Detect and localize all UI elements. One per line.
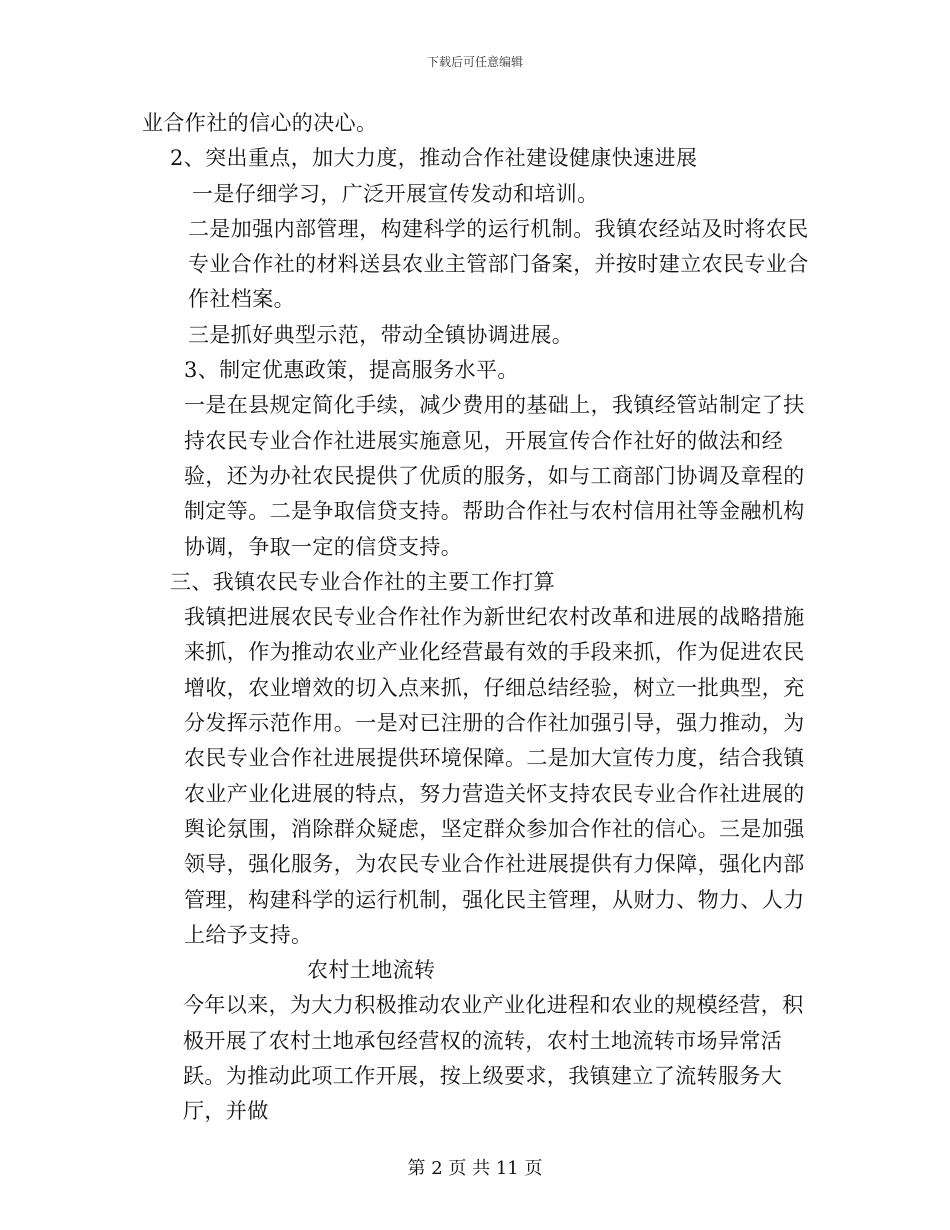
paragraph: 一是仔细学习，广泛开展宣传发动和培训。 [192,181,599,206]
paragraph: 我镇把进展农民专业合作社作为新世纪农村改革和进展的战略措施来抓，作为推动农业产业化经营最有效的手段来抓，作为促进农民增收，农业增效的切入点来抓，仔细总结经验，树立一批典型，充分发挥示范作用。一是对已注册的合作社加强引导，强力推动，为农民专业合作社进展提供环境保障。二是加大宣传力度，结合我镇农业产业化进展的特点，努力营造关怀支持农民专业合作社进展的舆论氛围，消除群众疑虑，坚定群众参加合作社的信心。三是加强领导，强化服务，为农民专业合作社进展提供有力保障，强化内部管理，构建科学的运行机制，强化民主管理，从财力、物力、人力上给予支持。 [184,605,805,947]
paragraph: 一是在县规定简化手续，减少费用的基础上，我镇经管站制定了扶持农民专业合作社进展实施意见，开展宣传合作社好的做法和经验，还为办社农民提供了优质的服务，如与工商部门协调及章程的制定等。二是争取信贷支持。帮助合作社与农村信用社等金融机构协调，争取一定的信贷支持。 [184,393,805,559]
section-heading: 三、我镇农民专业合作社的主要工作打算 [170,569,556,594]
paragraph: 业合作社的信心的决心。 [142,111,378,135]
page-header: 下载后可任意编辑 [426,55,523,69]
paragraph: 二是加强内部管理，构建科学的运行机制。我镇农经站及时将农民专业合作社的材料送县农业主管部门备案，并按时建立农民专业合作社档案。 [188,216,809,312]
section-heading: 2、突出重点，加大力度，推动合作社建设健康快速进展 [170,146,698,171]
subsection-title: 农村土地流转 [307,958,436,983]
paragraph: 三是抓好典型示范，带动全镇协调进展。 [188,322,574,347]
paragraph: 今年以来，为大力积极推动农业产业化进程和农业的规模经营，积极开展了农村土地承包经营权的流转，农村土地流转市场异常活跃。为推动此项工作开展，按上级要求，我镇建立了流转服务大厅，并做 [183,993,804,1124]
document-body [142,106,810,1130]
section-heading: 3、制定优惠政策，提高服务水平。 [184,358,519,383]
page-footer: 第 2 页 共 11 页 [407,1158,543,1179]
